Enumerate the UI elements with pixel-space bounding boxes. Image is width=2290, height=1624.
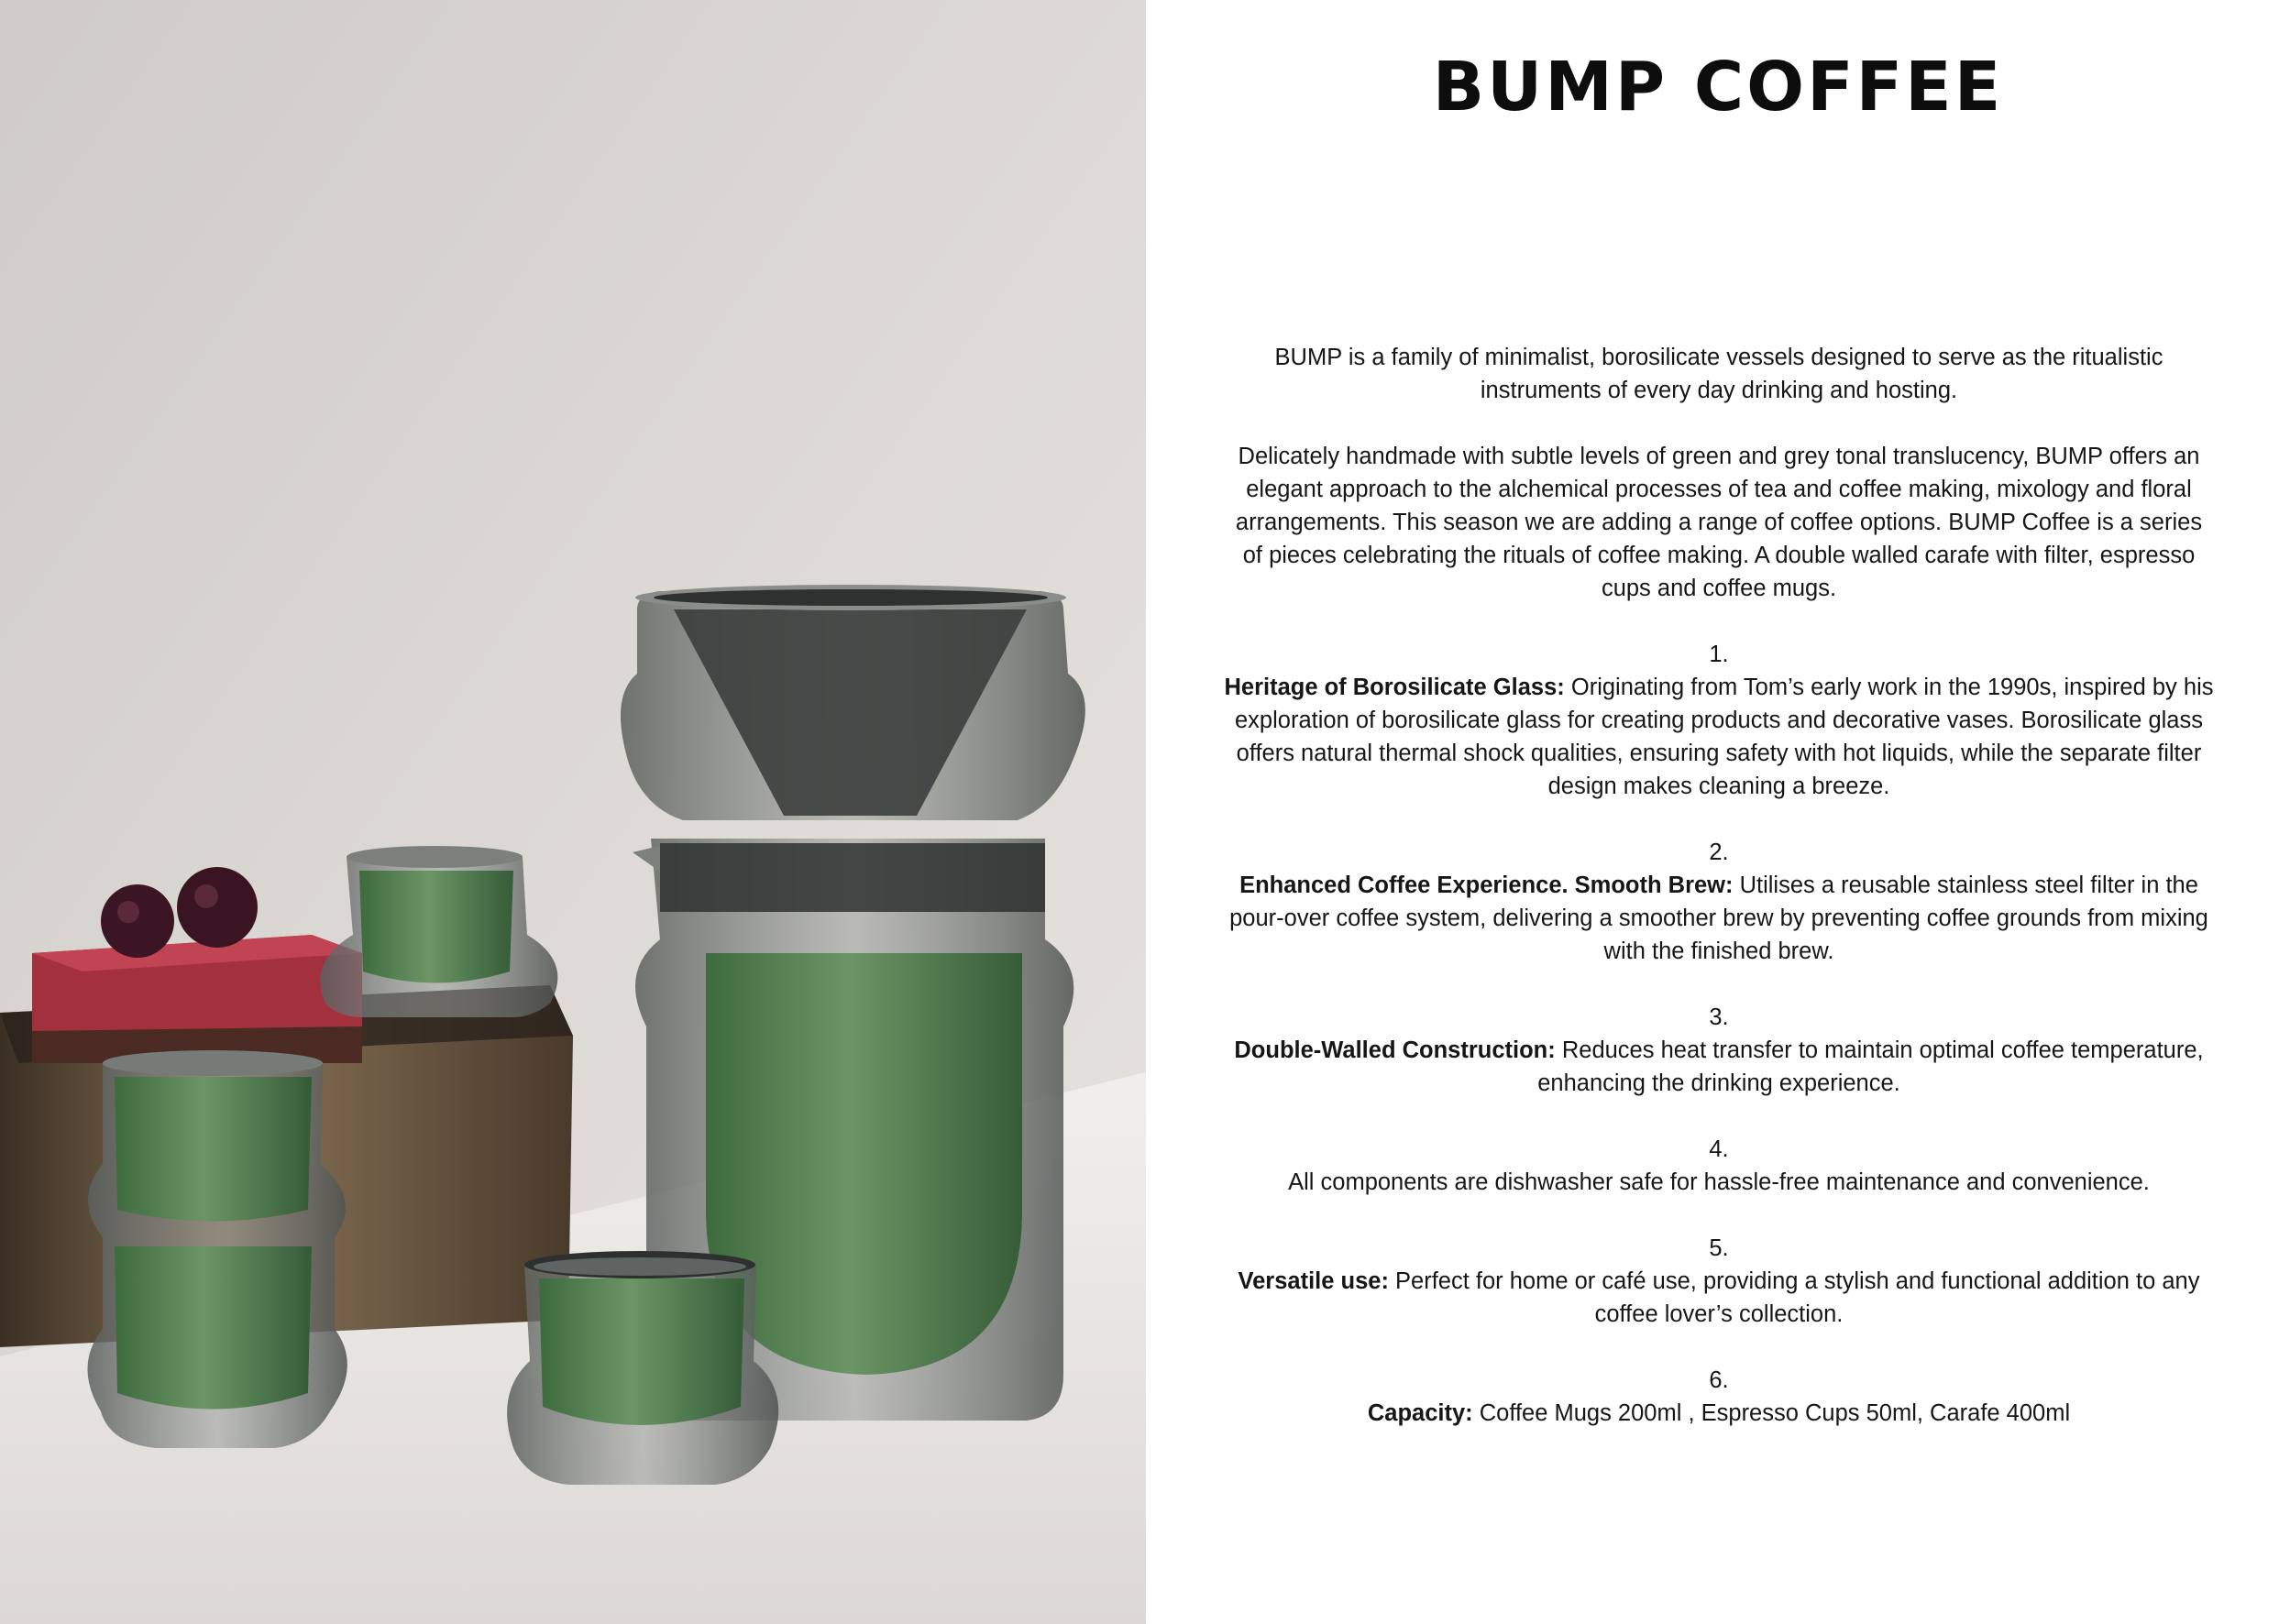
feature-heading: Double-Walled Construction: [1234, 1037, 1556, 1063]
feature-text: All components are dishwasher safe for hassle-free maintenance and convenience. [1288, 1169, 2150, 1195]
feature-text: Perfect for home or café use, providing a stylish and functional addition to any coffee lover’s collection. [1388, 1268, 2200, 1327]
feature-number: 2. [1709, 839, 1729, 865]
feature-heading: Versatile use: [1238, 1268, 1389, 1294]
mug-stack [87, 1050, 347, 1448]
feature-number: 5. [1709, 1235, 1729, 1261]
feature-item-3 [1224, 1001, 2214, 1100]
feature-text: Reduces heat transfer to maintain optimal coffee temperature, enhancing the drinking experience. [1537, 1037, 2204, 1096]
espresso-cup-front [507, 1251, 778, 1485]
feature-item-4 [1224, 1133, 2214, 1199]
feature-text: Originating from Tom’s early work in the 1990s, inspired by his exploration of borosilicate glass for creating products and decorative vases. Borosilicate glass offers natural thermal shock qualities, ensuring safety with hot liquids, while the separate filter design makes cleaning a breeze. [1235, 675, 2214, 799]
feature-number: 1. [1709, 642, 1729, 667]
feature-item-6 [1224, 1364, 2214, 1430]
feature-heading: Capacity: [1367, 1400, 1473, 1426]
feature-number: 6. [1709, 1367, 1729, 1393]
intro-paragraph-2: Delicately handmade with subtle levels of green and grey tonal translucency, BUMP offers an elegant approach to the alchemical processes of tea and coffee making, mixology and floral arrangements. This season we are adding a range of coffee options. BUMP Coffee is a series of pieces celebrating the rituals of coffee making. A double walled carafe with filter, espresso cups and coffee mugs. [1235, 444, 2203, 601]
feature-item-1 [1224, 638, 2214, 803]
feature-number: 4. [1709, 1136, 1729, 1162]
feature-number: 3. [1709, 1004, 1729, 1030]
cake-slice [32, 935, 362, 1063]
feature-item-5 [1224, 1232, 2214, 1331]
feature-text: Utilises a reusable stainless steel filter in the pour-over coffee system, delivering a smoother brew by preventing coffee grounds from mixing with the finished brew. [1229, 872, 2208, 964]
feature-item-2 [1224, 836, 2214, 968]
feature-heading: Heritage of Borosilicate Glass: [1224, 675, 1565, 700]
page-title: BUMP COFFEE [1432, 48, 2004, 126]
text-panel [1146, 0, 2290, 1624]
intro-paragraph-1: BUMP is a family of minimalist, borosilicate vessels designed to serve as the ritualistic instruments of every day drinking and hosting. [1274, 345, 2163, 403]
espresso-cup-top [320, 846, 557, 1017]
feature-heading: Enhanced Coffee Experience. Smooth Brew: [1239, 872, 1734, 898]
description [1224, 341, 2214, 1430]
feature-text: Coffee Mugs 200ml , Espresso Cups 50ml, Carafe 400ml [1472, 1400, 2071, 1426]
